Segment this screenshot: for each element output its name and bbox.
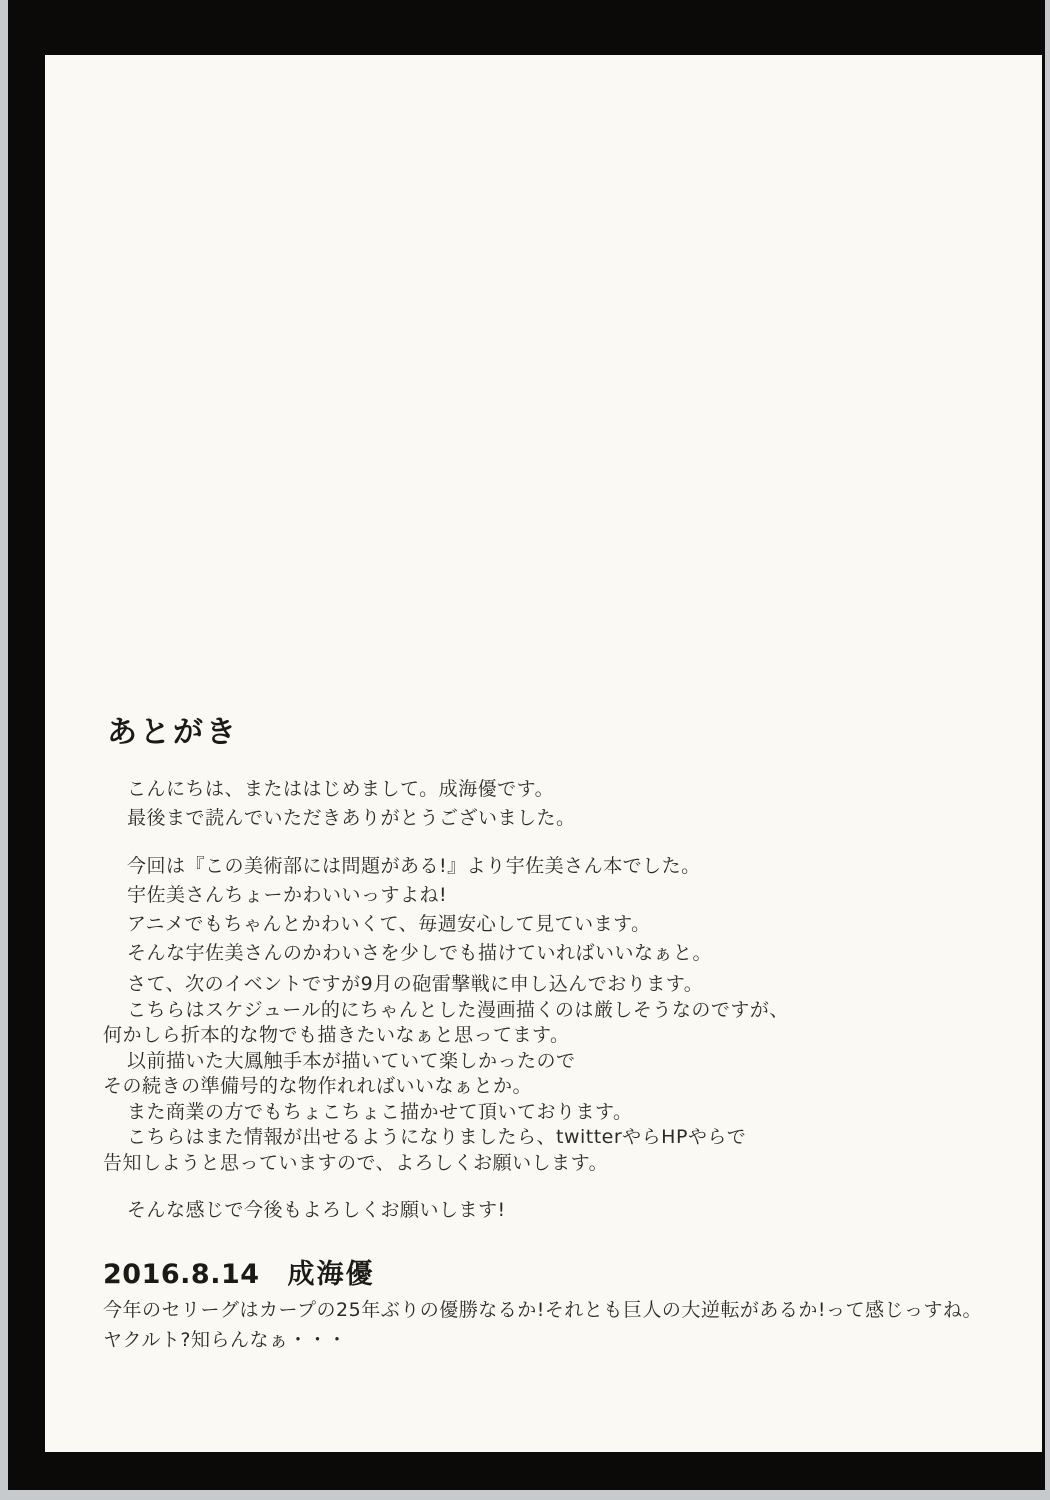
- postscript-line: 今年のセリーグはカープの25年ぶりの優勝なるか!それとも巨人の大逆転があるか!って感じっすね。: [103, 1299, 982, 1321]
- afterword-line: そんな宇佐美さんのかわいさを少しでも描けていればいいなぁと。: [127, 942, 713, 964]
- afterword-line: 今回は『この美術部には問題がある!』より宇佐美さん本でした。: [127, 855, 701, 877]
- afterword-line: また商業の方でもちょこちょこ描かせて頂いております。: [127, 1100, 633, 1123]
- afterword-line: そんな感じで今後もよろしくお願いします!: [127, 1199, 506, 1221]
- afterword-line: 最後まで読んでいただきありがとうございました。: [127, 807, 576, 829]
- signature-name: 成海優: [287, 1259, 375, 1290]
- afterword-line: 宇佐美さんちょーかわいいっすよね!: [127, 884, 448, 906]
- afterword-paragraph: [103, 852, 1003, 968]
- postscript: [103, 1295, 1003, 1355]
- afterword-paragraph: [103, 1196, 1003, 1225]
- afterword-line: さて、次のイベントですが9月の砲雷撃戦に申し込んでおります。: [127, 973, 704, 995]
- afterword-line: 何かしら折本的な物でも描きたいなぁと思ってます。: [103, 1024, 570, 1046]
- afterword-paragraph: [103, 775, 1003, 833]
- afterword-paragraph: [103, 972, 1003, 1176]
- afterword-line: こんにちは、またははじめまして。成海優です。: [127, 778, 555, 800]
- afterword-line: 告知しようと思っていますので、よろしくお願いします。: [103, 1151, 609, 1174]
- postscript-line: ヤクルト?知らんなぁ・・・: [103, 1329, 348, 1351]
- afterword-title: あとがき: [107, 715, 239, 750]
- afterword-line: 以前描いた大鳳触手本が描いていて楽しかったので: [127, 1049, 576, 1072]
- afterword-content: [103, 715, 1003, 1355]
- afterword-line: こちらはスケジュール的にちゃんとした漫画描くのは厳しそうなのですが、: [127, 998, 789, 1021]
- scanned-page: [45, 55, 1042, 1452]
- afterword-line: こちらはまた情報が出せるようになりましたら、twitterやらHPやらで: [127, 1126, 747, 1148]
- signature-date: 2016.8.14: [103, 1259, 260, 1290]
- afterword-line: アニメでもちゃんとかわいくて、毎週安心して見ています。: [127, 913, 651, 935]
- signature: [103, 1259, 1003, 1291]
- afterword-line: その続きの準備号的な物作れればいいなぁとか。: [103, 1075, 533, 1097]
